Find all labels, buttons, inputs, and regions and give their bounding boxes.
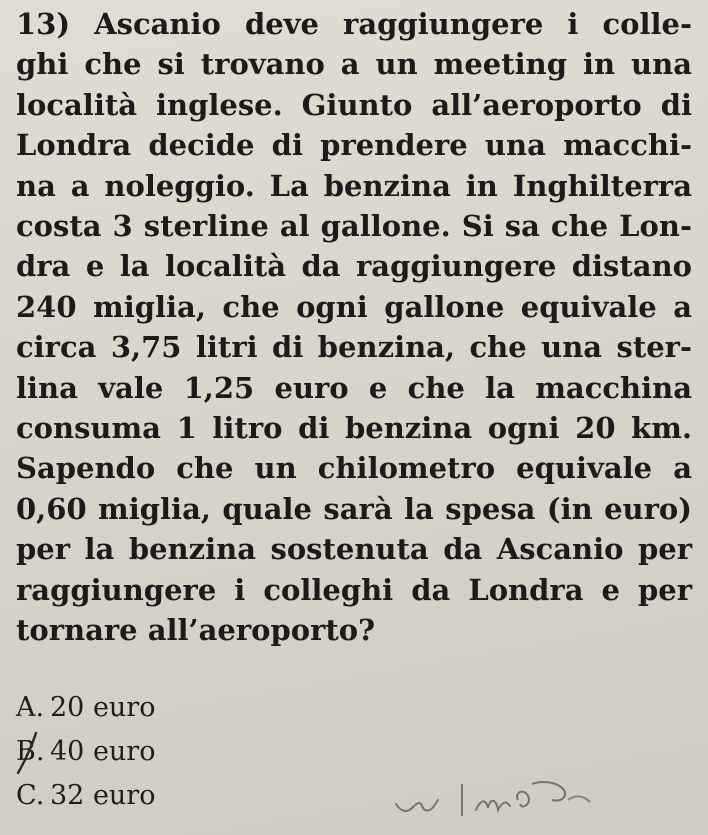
question-text — [16, 4, 692, 651]
option-c[interactable] — [16, 774, 155, 818]
option-text: 40 euro — [50, 736, 156, 767]
option-a[interactable] — [16, 686, 155, 730]
option-letter: B. — [16, 736, 45, 767]
question-line: dra e la località da raggiungere distano — [16, 249, 692, 284]
handwritten-scribble — [392, 770, 642, 830]
question-line: tornare all’aeroporto? — [16, 613, 376, 648]
question-line: 0,60 miglia, quale sarà la spesa (in euro) — [16, 491, 692, 526]
option-text: 20 euro — [50, 692, 156, 723]
question-line: Londra decide di prendere una macchi- — [16, 128, 692, 163]
question-line: Sapendo che un chilometro equivale a — [16, 451, 692, 486]
question-line: consuma 1 litro di benzina ogni 20 km. — [16, 411, 692, 446]
question-line: lina vale 1,25 euro e che la macchina — [16, 370, 692, 405]
bleed-through-text — [388, 632, 688, 792]
question-line: circa 3,75 litri di benzina, che una ster- — [16, 330, 692, 365]
option-letter: A. — [16, 692, 45, 723]
question-line: raggiungere i colleghi da Londra e per — [16, 572, 692, 607]
question-line: 240 miglia, che ogni gallone equivale a — [16, 289, 692, 324]
question-line: ghi che si trovano a un meeting in una — [16, 47, 692, 82]
question-line: 13) Ascanio deve raggiungere i colle- — [16, 7, 692, 41]
question-line: località inglese. Giunto all’aeroporto di — [16, 87, 692, 122]
option-letter: C. — [16, 780, 45, 811]
question-line: per la benzina sostenuta da Ascanio per — [16, 532, 692, 567]
question-line: costa 3 sterline al gallone. Si sa che Lon- — [16, 209, 692, 244]
question-line: na a noleggio. La benzina in Inghilterra — [16, 168, 692, 203]
option-text: 32 euro — [50, 780, 156, 811]
answer-mark — [6, 729, 46, 777]
